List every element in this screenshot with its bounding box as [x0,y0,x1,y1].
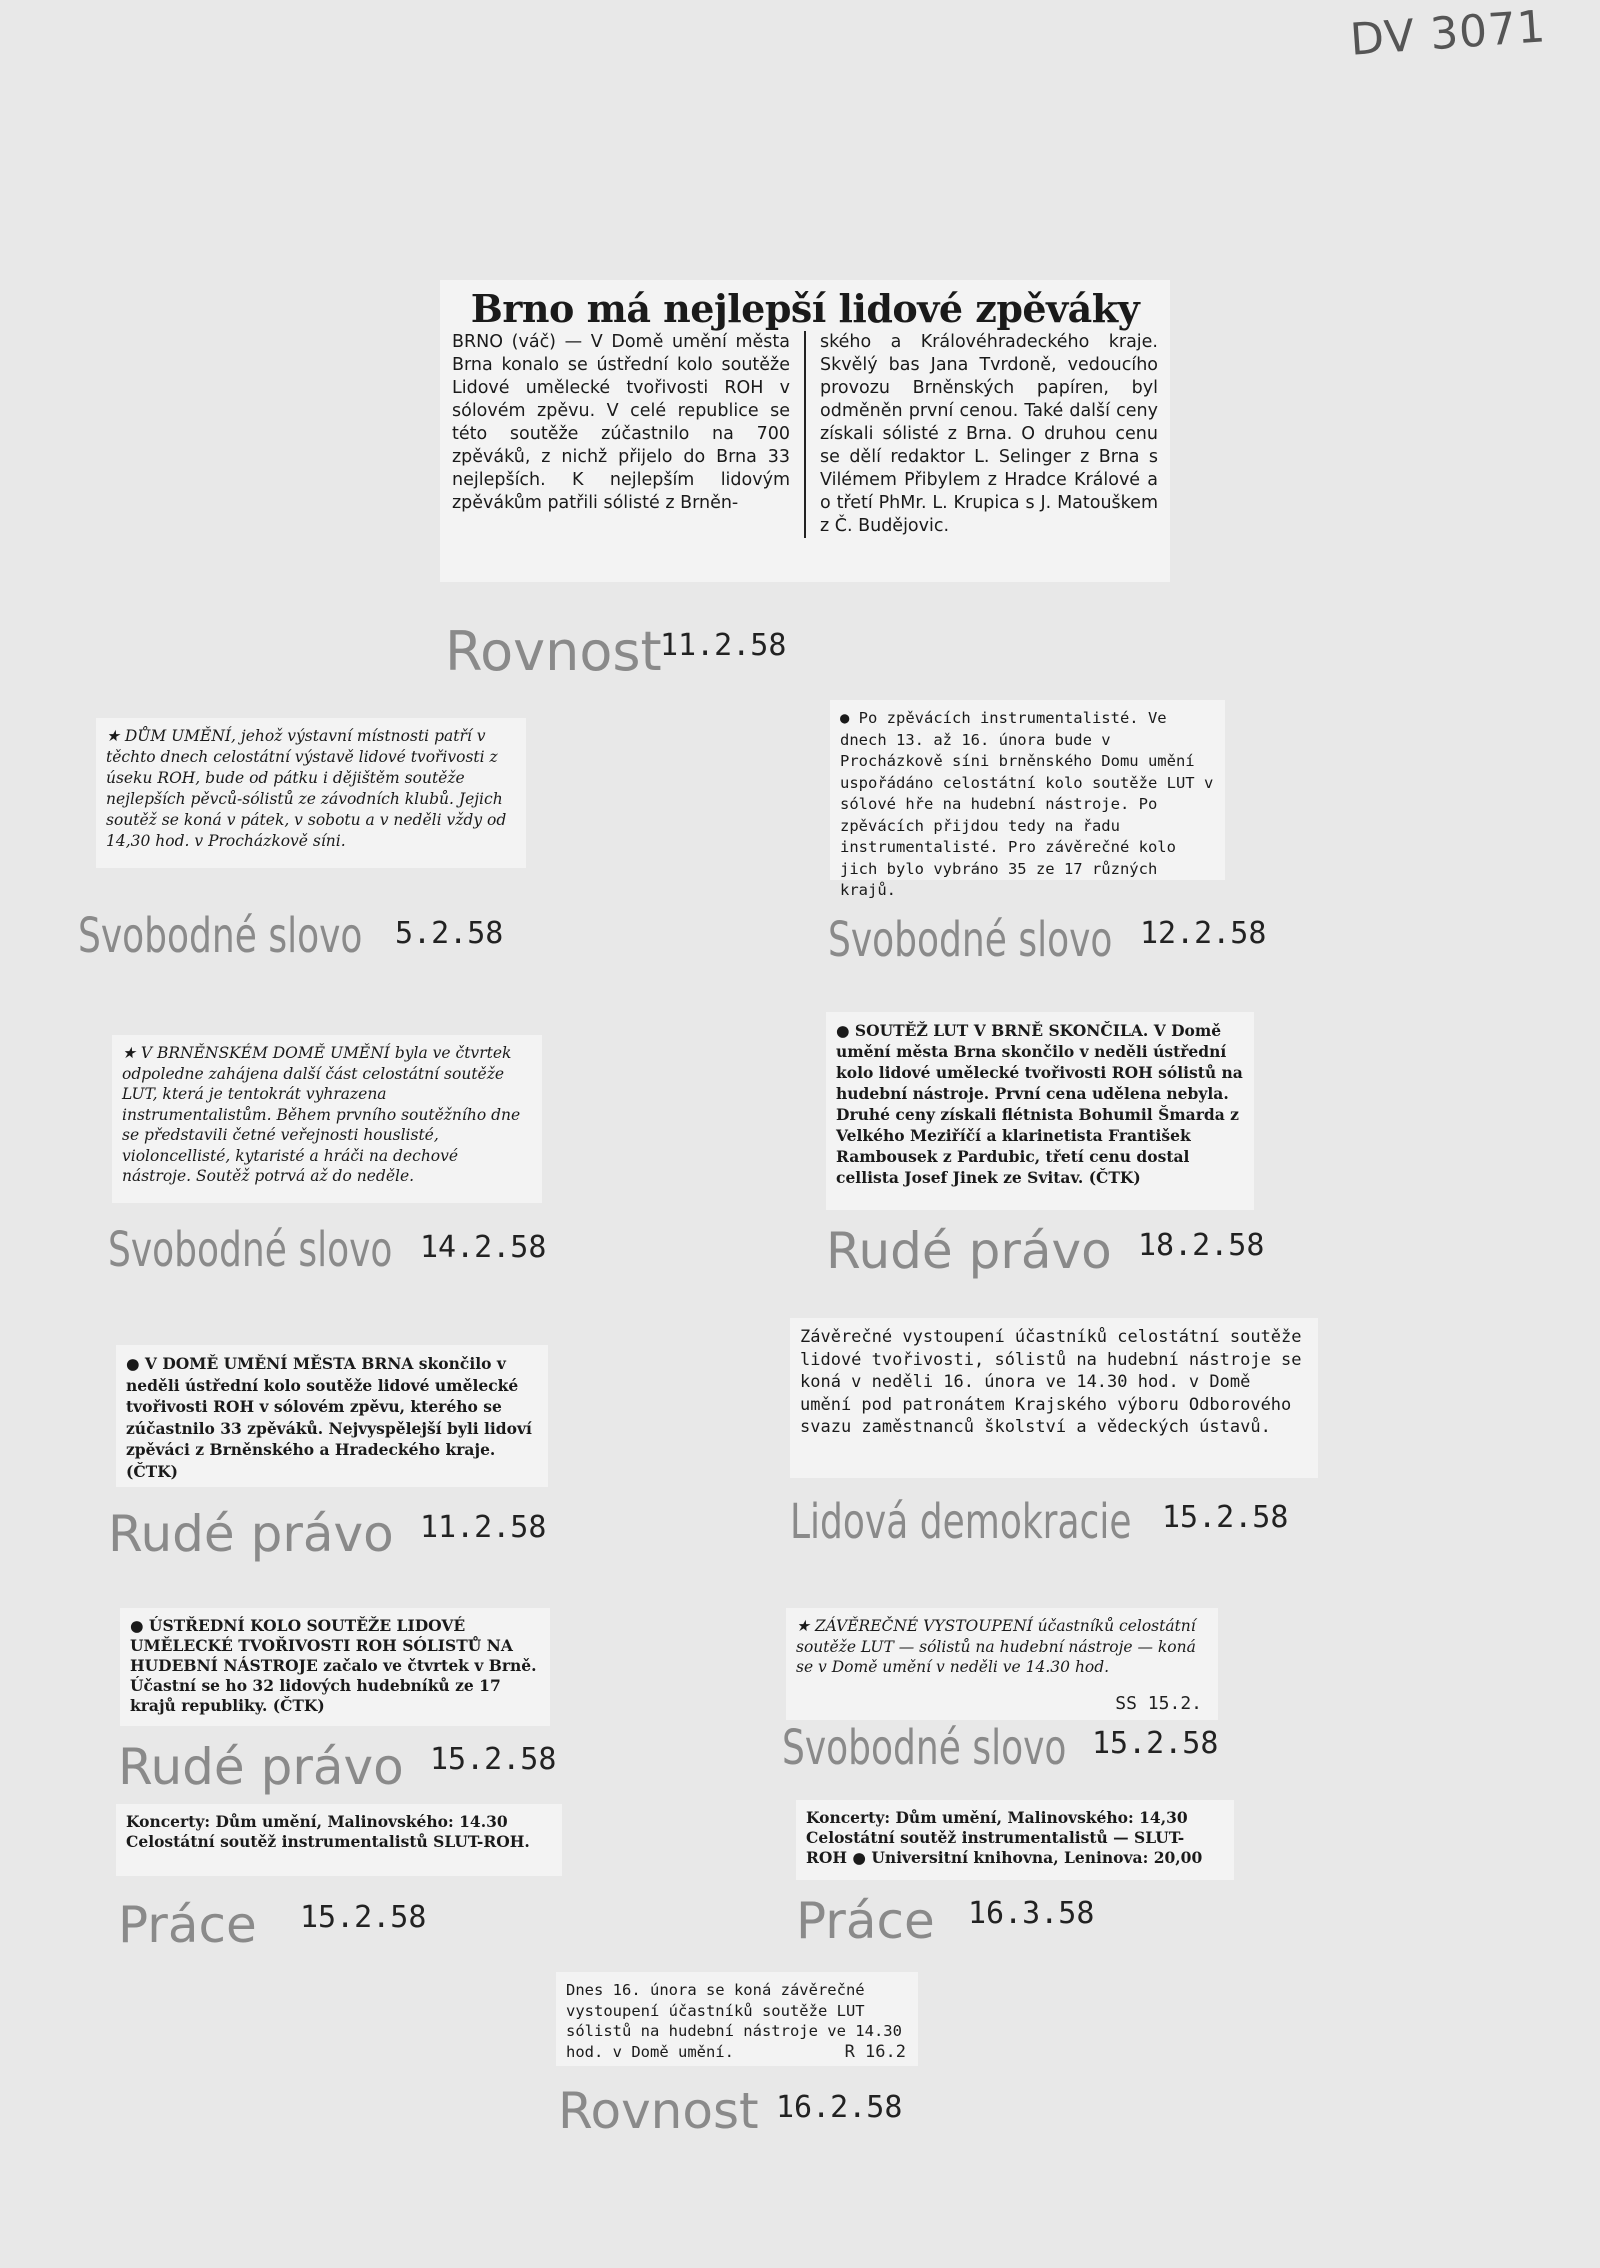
clipping-date: 15.2.58 [300,1900,427,1935]
source-label: Svobodné slovo [78,908,363,964]
source-label: Rovnost [558,2082,759,2140]
clipping-text: ★ V BRNĚNSKÉM DOMĚ UMĚNÍ byla ve čtvrtek odpoledne zahájena další část celostátní soutěže LUT, která je tentokrát vyhrazena instrumentalistům. Během prvního soutěžního dne se představili četné veřejnosti houslisté, violoncellisté, kytaristé a hráči na dechové nástroje. Soutěž potrvá až do neděle. [122,1044,521,1185]
clipping-date: 18.2.58 [1138,1228,1265,1263]
clipping [786,1608,1218,1720]
clipping-date: 11.2.58 [420,1510,547,1545]
source-label: Práce [118,1896,257,1954]
clipping-date: 16.3.58 [968,1896,1095,1931]
archive-mark: DV 3071 [1348,1,1548,66]
clipping-date: 15.2.58 [1092,1726,1219,1761]
clipping [790,1318,1318,1478]
source-label: Rovnost [445,620,662,683]
source-label: Rudé právo [108,1505,394,1563]
clipping-date: 15.2.58 [1162,1500,1289,1535]
clipping-text: Koncerty: Dům umění, Malinovského: 14,30 Celostátní soutěž instrumentalistů — SLUT-ROH ● Universitní knihovna, Leninova: 20,00 [806,1808,1203,1867]
clipping [826,1012,1254,1210]
clipping-text: ● Po zpěvácích instrumentalisté. Ve dnech 13. až 16. února bude v Procházkově síni brněnského Domu umění uspořádáno celostátní kolo soutěže LUT v sólové hře na hudební nástroje. Po zpěvácích přijdou tedy na řadu instrumentalisté. Pro závěrečné kolo jich bylo vybráno 35 ze 17 různých krajů. [840,709,1214,899]
clipping-date: 11.2.58 [660,628,787,663]
article-headline: Brno má nejlepší lidové zpěváky [470,286,1140,331]
clipping-text: Závěrečné vystoupení účastníků celostátní soutěže lidové tvořivosti, sólistů na hudební nástroje se koná v neděli 16. února ve 14.30 hod. v Domě umění pod patronátem Krajského výboru Odborového svazu zaměstnanců školství a vědeckých ústavů. [800,1327,1302,1437]
clipping-text: ● V DOMĚ UMĚNÍ MĚSTA BRNA skončilo v neděli ústřední kolo soutěže lidové umělecké tvořivosti ROH v sólovém zpěvu, kterého se zúčastnilo 33 zpěváků. Nejvyspělejší byli lidoví zpěváci z Brněnského a Hradeckého kraje. (ČTK) [126,1354,532,1481]
clipping [796,1800,1234,1880]
handwritten-note: SS 15.2. [1115,1693,1202,1714]
clipping [120,1608,550,1726]
source-label: Svobodné slovo [108,1222,393,1278]
clipping-date: 16.2.58 [776,2090,903,2125]
clipping-date: 15.2.58 [430,1742,557,1777]
clipping [116,1345,548,1487]
clipping [112,1035,542,1203]
clipping [96,718,526,868]
clipping [556,1972,918,2066]
handwritten-note: R 16.2 [844,2042,906,2062]
clipping-text: ● ÚSTŘEDNÍ KOLO SOUTĚŽE LIDOVÉ UMĚLECKÉ TVOŘIVOSTI ROH SÓLISTŮ NA HUDEBNÍ NÁSTROJE začalo ve čtvrtek v Brně. Účastní se ho 32 lidových hudebníků ze 17 krajů republiky. (ČTK) [130,1616,537,1715]
clipping-text: Dnes 16. února se koná závěrečné vystoupení účastníků soutěže LUT sólistů na hudební nástroje ve 14.30 hod. v Domě umění. [566,1981,902,2061]
column-divider [804,331,806,538]
source-label: Práce [796,1892,935,1950]
clipping-headline-article [440,280,1170,582]
clipping-text: ● SOUTĚŽ LUT V BRNĚ SKONČILA. V Domě umění města Brna skončilo v neděli ústřední kolo lidové umělecké tvořivosti ROH sólistů na hudební nástroje. První cena udělena nebyla. Druhé ceny získali flétnista Bohumil Šmarda z Velkého Meziříčí a klarinetista František Rambousek z Pardubic, třetí cenu dostal cellista Josef Jinek ze Svitav. (ČTK) [836,1021,1243,1187]
clipping [830,700,1225,899]
clipping-date: 12.2.58 [1140,916,1267,951]
clipping-text: ★ ZÁVĚREČNÉ VYSTOUPENÍ účastníků celostátní soutěže LUT — sólistů na hudební nástroje — koná se v Domě umění v neděli ve 14.30 hod. [796,1617,1196,1676]
source-label: Svobodné slovo [782,1720,1067,1776]
article-column-1: BRNO (váč) — V Domě umění města Brna konalo se ústřední kolo soutěže Lidové umělecké tvořivosti ROH v sólovém zpěvu. V celé republice se této soutěže zúčastnilo na 700 zpěváků, z nichž přijelo do Brna 33 nejlepších. K nejlepším lidovým zpěvákům patřili sólisté z Brněn- [452,332,790,513]
source-label: Lidová demokracie [790,1494,1132,1550]
source-label: Rudé právo [118,1738,404,1796]
source-label: Rudé právo [826,1222,1112,1280]
clipping-text: Koncerty: Dům umění, Malinovského: 14.30 Celostátní soutěž instrumentalistů SLUT-ROH. [126,1812,530,1851]
article-column-2: ského a Královéhradeckého kraje. Skvělý bas Jana Tvrdoně, vedoucího provozu Brněnských papíren, byl odměněn první cenou. Také další ceny získali sólisté z Brna. O druhou cenu se dělí redaktor L. Selinger z Brna s Vilémem Přibylem z Hradce Králové a o třetí PhMr. L. Krupica s J. Matouškem z Č. Budějovic. [820,332,1158,536]
clipping-date: 5.2.58 [395,916,504,951]
clipping [116,1804,562,1876]
source-label: Svobodné slovo [828,912,1113,968]
clipping-text: ★ DŮM UMĚNÍ, jehož výstavní místnosti patří v těchto dnech celostátní výstavě lidové tvořivosti z úseku ROH, bude od pátku i dějištěm soutěže nejlepších pěvců-sólistů ze závodních klubů. Jejich soutěž se koná v pátek, v sobotu a v neděli vždy od 14,30 hod. v Procházkově síni. [106,727,507,850]
clipping-date: 14.2.58 [420,1230,547,1265]
